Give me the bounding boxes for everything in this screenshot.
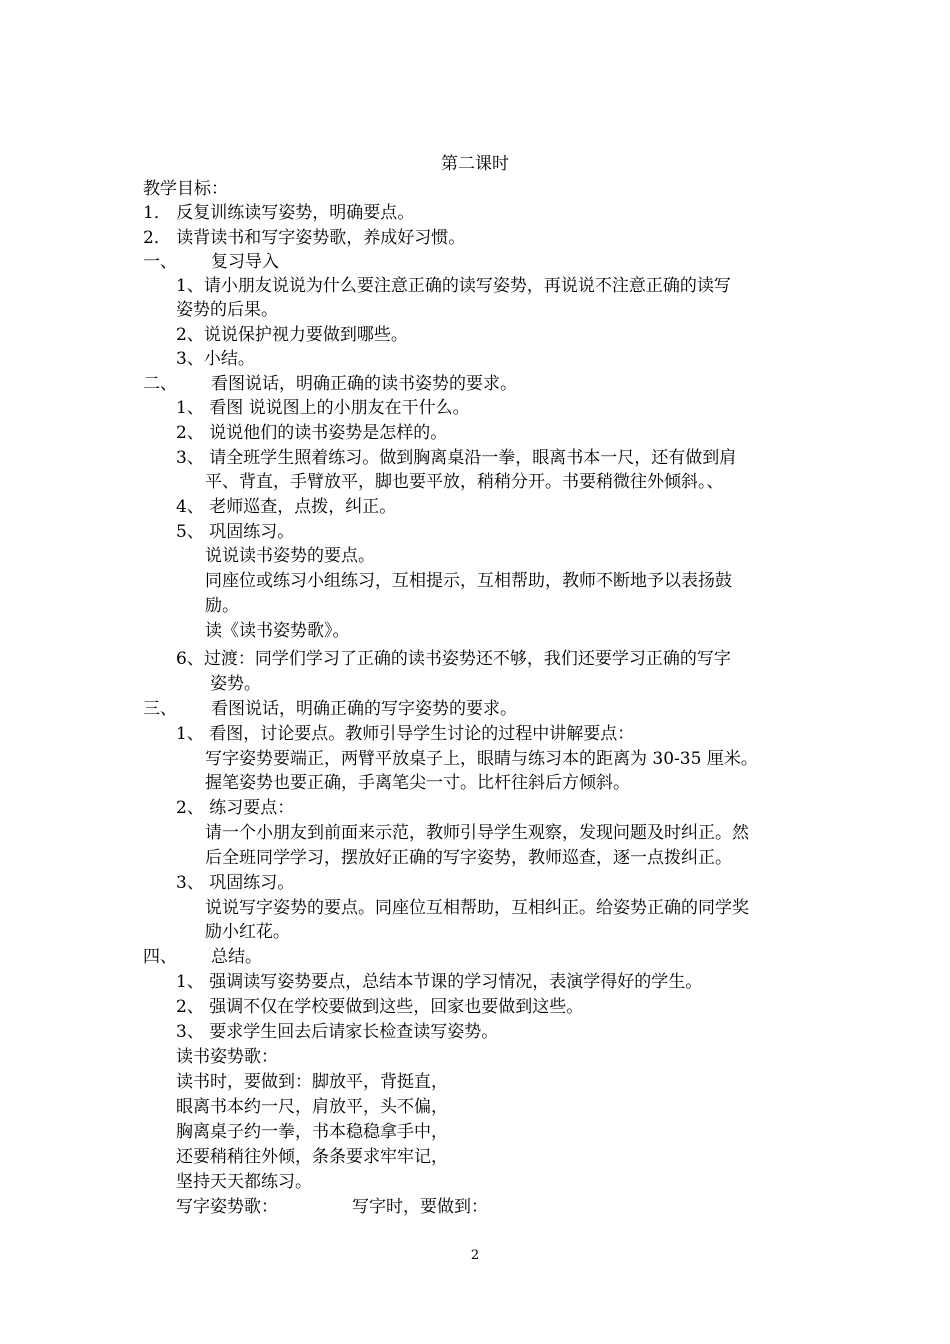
list-item: 2、 练习要点：	[176, 798, 295, 818]
section-heading	[143, 372, 517, 396]
list-item: 励小红花。	[205, 922, 290, 942]
list-item: 写字姿势要端正，两臂平放桌子上，眼睛与练习本的距离为 30-35 厘米。	[205, 749, 758, 769]
goal-heading: 教学目标：	[143, 179, 228, 199]
list-item: 同座位或练习小组练习，互相提示，互相帮助，教师不断地予以表扬鼓	[205, 571, 732, 591]
list-item: 1、请小朋友说说为什么要注意正确的读写姿势，再说说不注意正确的读写	[176, 276, 731, 296]
page-title: 第二课时	[441, 154, 509, 174]
section-number: 四、	[143, 947, 177, 967]
section-title: 看图说话，明确正确的写字姿势的要求。	[211, 699, 517, 719]
section-number: 三、	[143, 699, 177, 719]
list-item: 平、背直，手臂放平，脚也要平放，稍稍分开。书要稍微往外倾斜。、	[205, 472, 724, 492]
list-item: 1、 强调读写姿势要点，总结本节课的学习情况，表演学得好的学生。	[176, 972, 703, 992]
section-heading	[143, 697, 517, 721]
list-item: 后全班同学学习，摆放好正确的写字姿势，教师巡查，逐一点拨纠正。	[205, 848, 732, 868]
section-title: 看图说话，明确正确的读书姿势的要求。	[211, 374, 517, 394]
list-item: 3、 要求学生回去后请家长检查读写姿势。	[176, 1022, 499, 1042]
goal-item: 2． 读背读书和写字姿势歌，养成好习惯。	[143, 228, 466, 248]
list-item: 1、 看图 说说图上的小朋友在干什么。	[176, 398, 470, 418]
poem-line: 读书时，要做到：脚放平，背挺直，	[176, 1072, 448, 1092]
goal-item: 1． 反复训练读写姿势，明确要点。	[143, 203, 415, 223]
writing-poem-line: 写字时，要做到：	[352, 1197, 488, 1217]
list-item: 2、说说保护视力要做到哪些。	[176, 325, 408, 345]
section-number: 一、	[143, 252, 177, 272]
list-item: 说说读书姿势的要点。	[205, 546, 375, 566]
list-item: 3、小结。	[176, 349, 255, 369]
poem-line: 眼离书本约一尺，肩放平，头不偏，	[176, 1097, 448, 1117]
list-item: 说说写字姿势的要点。同座位互相帮助，互相纠正。给姿势正确的同学奖	[205, 898, 749, 918]
list-item: 4、 老师巡查，点拨，纠正。	[176, 497, 397, 517]
list-item: 读《读书姿势歌》。	[205, 621, 350, 641]
list-item: 请一个小朋友到前面来示范，教师引导学生观察，发现问题及时纠正。然	[205, 823, 749, 843]
poem-line: 胸离桌子约一拳，书本稳稳拿手中，	[176, 1122, 448, 1142]
poem-line: 坚持天天都练习。	[176, 1172, 312, 1192]
poem-heading: 读书姿势歌：	[176, 1047, 278, 1067]
list-item: 6、过渡：同学们学习了正确的读书姿势还不够，我们还要学习正确的写字	[176, 649, 731, 669]
section-title: 复习导入	[211, 252, 279, 272]
section-heading	[143, 250, 279, 274]
list-item: 姿势的后果。	[176, 300, 278, 320]
section-heading	[143, 945, 262, 969]
section-number: 二、	[143, 374, 177, 394]
list-item: 3、 巩固练习。	[176, 873, 295, 893]
poem-line: 还要稍稍往外倾，条条要求牢牢记，	[176, 1147, 448, 1167]
list-item: 5、 巩固练习。	[176, 522, 295, 542]
page-number: 2	[470, 1248, 480, 1263]
section-title: 总结。	[211, 947, 262, 967]
list-item: 2、 强调不仅在学校要做到这些，回家也要做到这些。	[176, 997, 584, 1017]
list-item: 励。	[205, 596, 239, 616]
list-item: 握笔姿势也要正确，手离笔尖一寸。比杆往斜后方倾斜。	[205, 773, 630, 793]
list-item: 3、 请全班学生照着练习。做到胸离桌沿一拳，眼离书本一尺，还有做到肩	[176, 448, 737, 468]
list-item: 2、 说说他们的读书姿势是怎样的。	[176, 423, 448, 443]
list-item: 姿势。	[210, 674, 261, 694]
list-item: 1、 看图，讨论要点。教师引导学生讨论的过程中讲解要点：	[176, 724, 635, 744]
writing-poem-heading: 写字姿势歌：	[176, 1197, 278, 1217]
